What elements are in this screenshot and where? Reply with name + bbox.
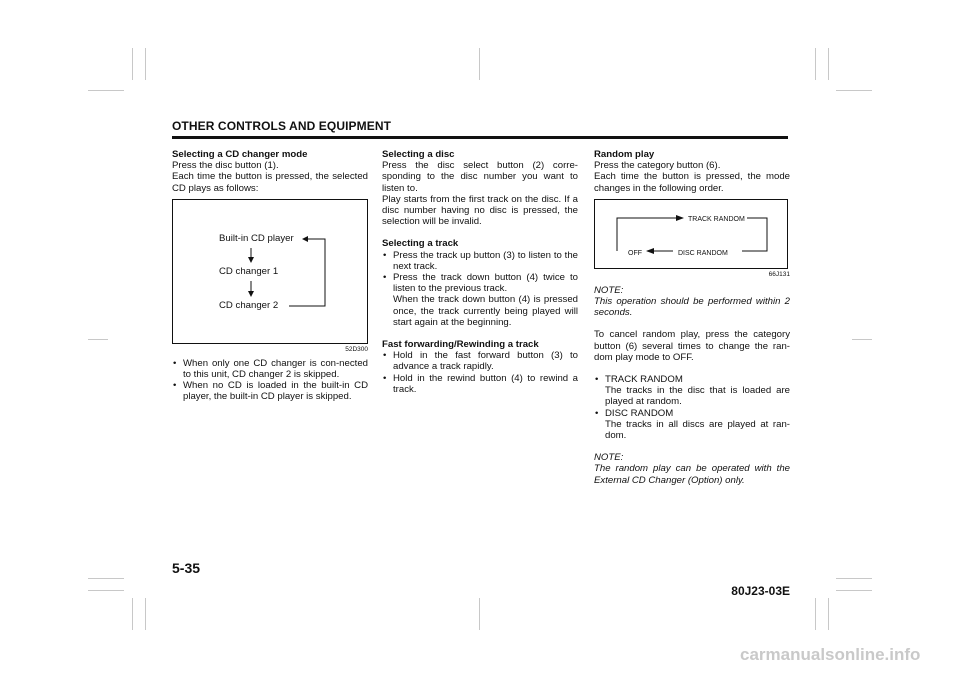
list-item-continuation: When the track down button (4) is pressed once, the track currently being played will start again at the beginning. <box>393 294 578 328</box>
paragraph: Press the category button (6). <box>594 160 721 172</box>
list-item <box>382 272 578 328</box>
list-item <box>594 374 790 408</box>
section-title: OTHER CONTROLS AND EQUIPMENT <box>172 119 392 133</box>
list-item <box>594 408 790 442</box>
figure-label-changer2: CD changer 2 <box>219 299 279 311</box>
list-item-text: The tracks in all discs are played at ran-dom. <box>605 418 790 442</box>
cd-changer-cycle-figure <box>172 199 368 344</box>
watermark: carmanualsonline.info <box>740 645 921 664</box>
bullet-list <box>594 374 790 441</box>
header-rule <box>172 136 788 139</box>
figure-label-builtin: Built-in CD player <box>219 232 294 244</box>
note-label: NOTE: <box>594 452 624 464</box>
figure-label-track-random: TRACK RANDOM <box>688 215 745 223</box>
figure-label-off: OFF <box>628 249 642 257</box>
paragraph: Press the disc select button (2) corre-sponding to the disc number you want to listen to. <box>382 160 578 194</box>
paragraph: To cancel random play, press the category button (6) several times to change the ran-dom play mode to OFF. <box>594 329 790 363</box>
list-item-text: The tracks in the disc that is loaded are played at random. <box>605 385 790 408</box>
figure-label-disc-random: DISC RANDOM <box>678 249 728 257</box>
cycle-arrows <box>173 200 369 345</box>
list-item-text: Press the track down button (4) twice to listen to the previous track. <box>393 272 578 295</box>
figure-code: 66J131 <box>768 270 790 278</box>
document-code: 80J23-03E <box>731 584 790 598</box>
note-text: This operation should be performed within 2 seconds. <box>594 296 790 319</box>
bullet-list <box>382 350 578 395</box>
column-1 <box>172 149 368 403</box>
heading-random-play: Random play <box>594 149 655 160</box>
bullet-list <box>382 250 578 328</box>
figure-label-changer1: CD changer 1 <box>219 265 279 277</box>
list-item: • Hold in the rewind button (4) to rewind a track. <box>382 373 578 395</box>
page-number: 5-35 <box>172 560 201 576</box>
mode-arrows <box>595 200 789 270</box>
list-item: • Press the track up button (3) to listen to the next track. <box>382 250 578 272</box>
figure-code: 52D300 <box>345 345 368 353</box>
note-label: NOTE: <box>594 284 624 296</box>
column-2 <box>382 149 578 395</box>
random-mode-figure <box>594 199 788 269</box>
heading-fast-forward: Fast forwarding/Rewinding a track <box>382 339 539 351</box>
list-item-title: TRACK RANDOM <box>605 374 683 386</box>
paragraph: Press the disc button (1). <box>172 160 279 172</box>
list-item: • Hold in the fast forward button (3) to advance a track rapidly. <box>382 350 578 372</box>
paragraph: Play starts from the first track on the disc. If a disc number having no disc is pressed, the selection will be invalid. <box>382 193 578 228</box>
heading-selecting-disc: Selecting a disc <box>382 149 455 160</box>
paragraph: Each time the button is pressed, the mode changes in the following order. <box>594 171 790 194</box>
paragraph: Each time the button is pressed, the selected CD plays as follows: <box>172 171 368 194</box>
column-3 <box>594 149 790 486</box>
heading-selecting-track: Selecting a track <box>382 238 459 250</box>
list-item: • When only one CD changer is con-nected to this unit, CD changer 2 is skipped. <box>172 358 368 380</box>
list-item-title: DISC RANDOM <box>605 407 674 419</box>
bullet-list <box>172 358 368 403</box>
heading-cd-changer-mode: Selecting a CD changer mode <box>172 149 308 160</box>
list-item: • When no CD is loaded in the built-in CD player, the built-in CD player is skipped. <box>172 380 368 402</box>
note-text: The random play can be operated with the External CD Changer (Option) only. <box>594 463 790 486</box>
